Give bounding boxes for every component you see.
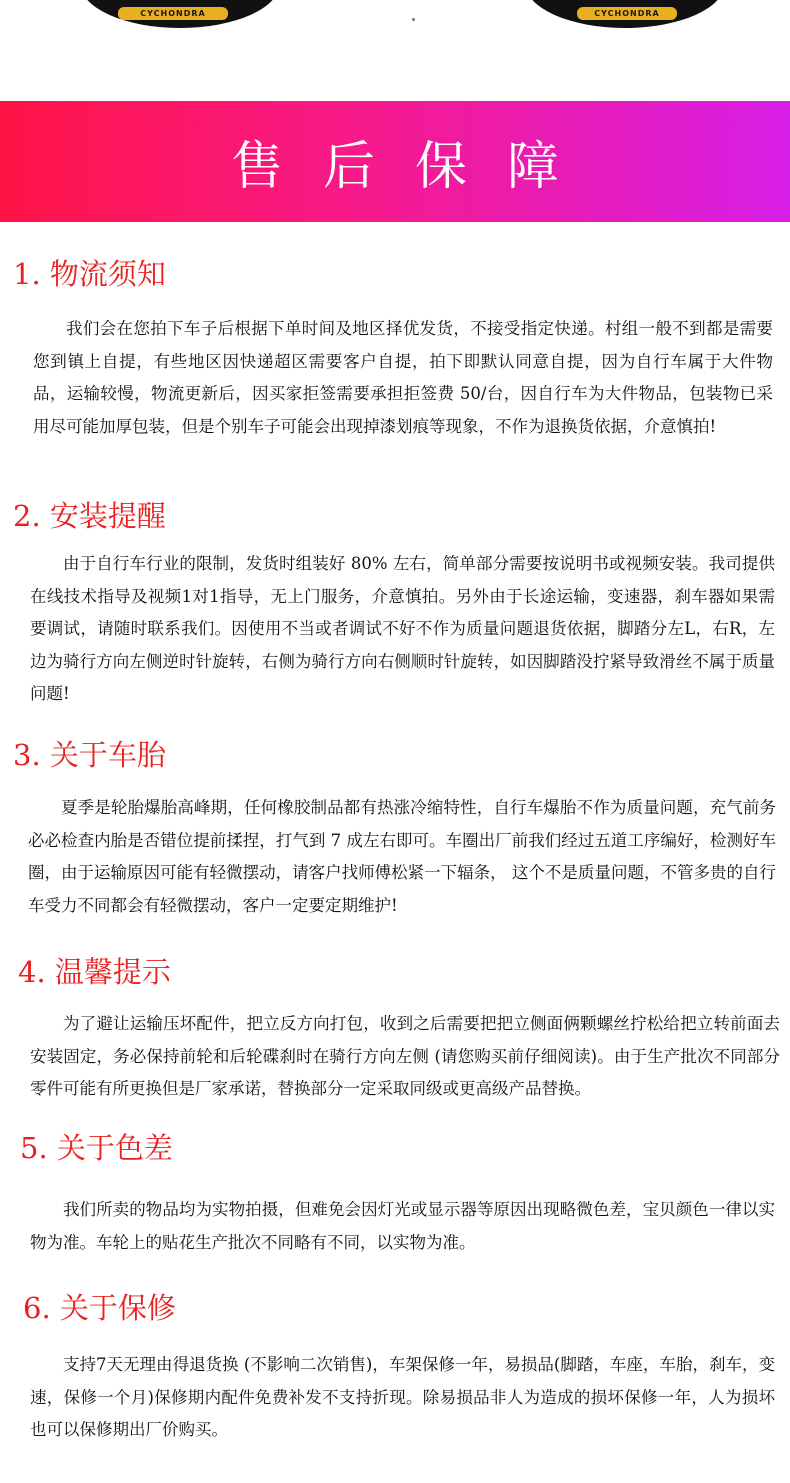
section-title-logistics: 1. 物流须知 [13, 257, 166, 291]
banner-title: 售后保障 [230, 137, 599, 197]
rim-decal-text: CYCHONDRA [577, 7, 677, 20]
after-sales-banner [0, 101, 790, 222]
section-title-color-difference: 5. 关于色差 [20, 1131, 173, 1165]
section-body-tips: 为了避让运输压坏配件，把立反方向打包，收到之后需要把把立侧面俩颗螺丝拧松给把立转前面去安装固定，务必保持前轮和后轮碟刹时在骑行方向左侧 (请您购买前仔细阅读)。由于生产批次不同部分零件可能有所更换但是厂家承诺，替换部分一定采取同级或更高级产品替换。 [30, 1014, 780, 1098]
rim-decal-text: CYCHONDRA [118, 7, 228, 20]
section-body-tires: 夏季是轮胎爆胎高峰期，任何橡胶制品都有热涨冷缩特性，自行车爆胎不作为质量问题，充气前务必必检查内胎是否错位提前揉捏，打气到 7 成左右即可。车圈出厂前我们经过五道工序编好，检测好车圈，由于运输原因可能有轻微摆动，请客户找师傅松紧一下辐条， 这个不是质量问题，不管多贵的自行车受力不同都会有轻微摆动，客户一定要定期维护! [28, 798, 776, 915]
bicycle-wheel-image [525, 0, 725, 28]
section-title-tires: 3. 关于车胎 [13, 738, 166, 772]
section-title-tips: 4. 温馨提示 [18, 955, 171, 989]
product-photo-strip [0, 0, 790, 100]
section-title-warranty: 6. 关于保修 [23, 1291, 176, 1325]
decorative-dot [412, 18, 415, 21]
section-title-installation: 2. 安装提醒 [13, 499, 166, 533]
section-body-installation: 由于自行车行业的限制，发货时组装好 80% 左右，简单部分需要按说明书或视频安装。我司提供在线技术指导及视频1对1指导，无上门服务，介意慎拍。另外由于长途运输，变速器，刹车器如果需要调试，请随时联系我们。因使用不当或者调试不好不作为质量问题退货依据，脚踏分左L，右R，左边为骑行方向左侧逆时针旋转，右侧为骑行方向右侧顺时针旋转，如因脚踏没拧紧导致滑丝不属于质量问题! [30, 554, 775, 703]
section-body-color-difference: 我们所卖的物品均为实物拍摄，但难免会因灯光或显示器等原因出现略微色差，宝贝颜色一律以实物为准。车轮上的贴花生产批次不同略有不同，以实物为准。 [30, 1200, 775, 1252]
section-body-logistics: 我们会在您拍下车子后根据下单时间及地区择优发货，不接受指定快递。村组一般不到都是需要您到镇上自提，有些地区因快递超区需要客户自提，拍下即默认同意自提，因为自行车属于大件物品，运输较慢，物流更新后，因买家拒签需要承担拒签费 50/台，因自行车为大件物品，包装物已采用尽可能加厚包装，但是个别车子可能会出现掉漆划痕等现象，不作为退换货依据，介意慎拍! [33, 319, 773, 436]
bicycle-wheel-image [80, 0, 280, 28]
section-body-warranty: 支持7天无理由得退货换 (不影响二次销售)，车架保修一年，易损品(脚踏，车座，车胎，刹车，变速，保修一个月)保修期内配件免费补发不支持折现。除易损品非人为造成的损坏保修一年，人为损坏也可以保修期出厂价购买。 [30, 1355, 775, 1439]
